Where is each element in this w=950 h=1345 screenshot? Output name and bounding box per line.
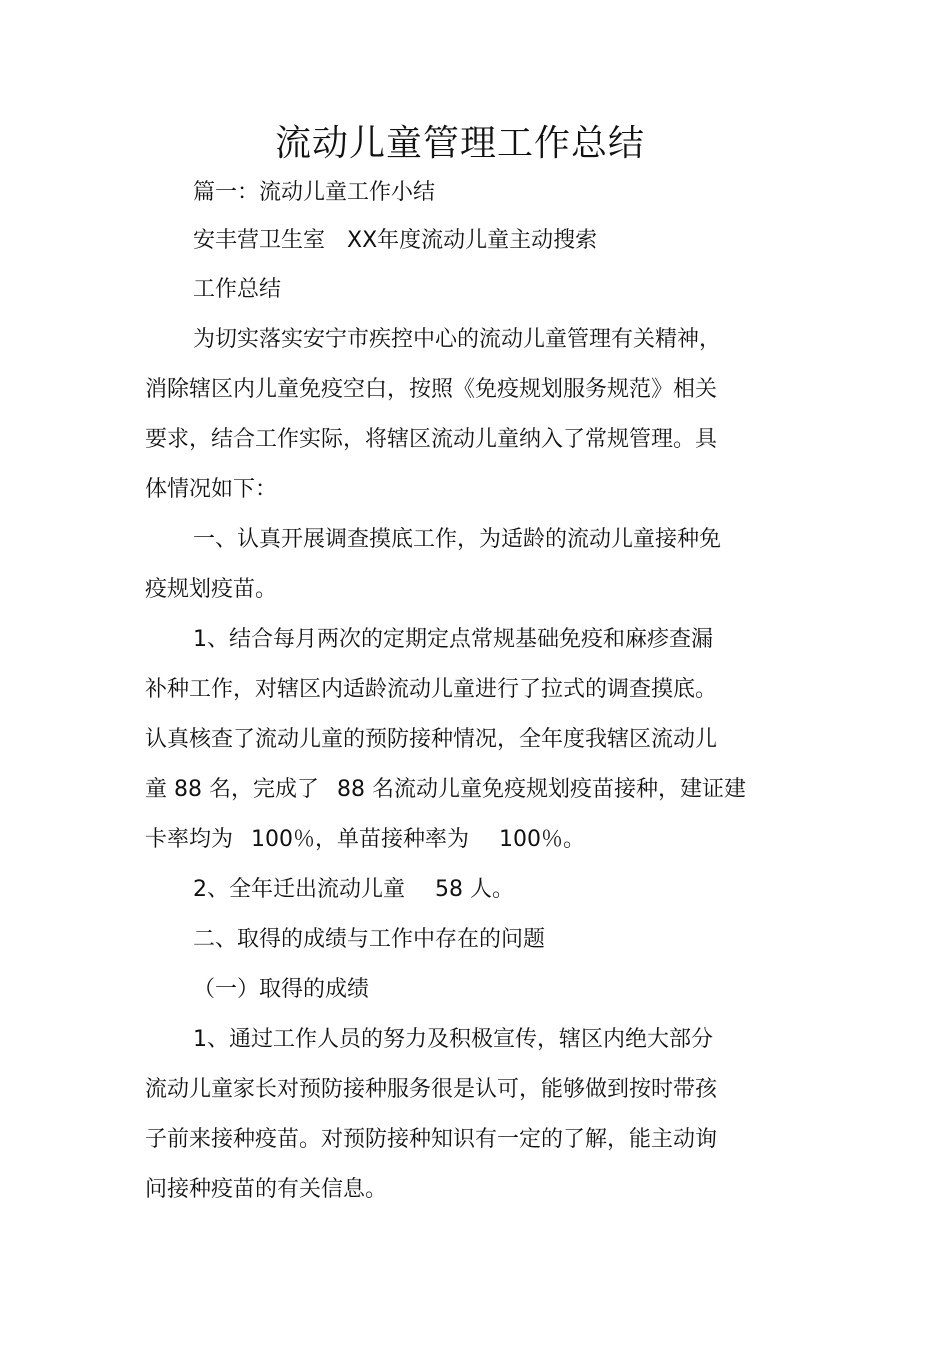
text-run: 58 人。	[435, 877, 514, 902]
paragraph-line	[145, 824, 585, 856]
paragraph-line: 1、通过工作人员的努力及积极宣传，辖区内绝大部分	[193, 1027, 713, 1052]
text-run: 童 88 名，完成了	[145, 777, 319, 802]
paragraph-line: 消除辖区内儿童免疫空白，按照《免疫规划服务规范》相关	[145, 377, 718, 402]
paragraph-line: 问接种疫苗的有关信息。	[145, 1177, 388, 1202]
text-run: 卡率均为	[145, 827, 234, 852]
subsection-heading: （一）取得的成绩	[193, 977, 370, 1002]
paragraph-line: 补种工作，对辖区内适龄流动儿童进行了拉式的调查摸底。	[145, 677, 718, 702]
paragraph-line: 为切实落实安宁市疾控中心的流动儿童管理有关精神，	[193, 327, 722, 352]
paragraph-line: 体情况如下：	[145, 477, 278, 502]
text-run: 2、全年迁出流动儿童	[193, 877, 405, 902]
paragraph-line	[145, 774, 746, 806]
unit-name: 安丰营卫生室	[193, 228, 326, 253]
text-run: 100％，单苗接种率为	[251, 827, 470, 852]
report-label: 工作总结	[193, 277, 282, 302]
section-heading: 二、取得的成绩与工作中存在的问题	[193, 927, 546, 952]
paragraph-line: 子前来接种疫苗。对预防接种知识有一定的了解，能主动询	[145, 1127, 718, 1152]
paragraph-line: 流动儿童家长对预防接种服务很是认可，能够做到按时带孩	[145, 1077, 718, 1102]
text-run: 88 名流动儿童免疫规划疫苗接种，建证建	[336, 777, 746, 802]
paragraph-line: 疫规划疫苗。	[145, 577, 278, 602]
paragraph-line	[193, 874, 514, 906]
paragraph-line: 要求，结合工作实际，将辖区流动儿童纳入了常规管理。具	[145, 427, 718, 452]
section-heading: 一、认真开展调查摸底工作，为适龄的流动儿童接种免	[193, 527, 722, 552]
paragraph-line: 认真核查了流动儿童的预防接种情况，全年度我辖区流动儿	[145, 727, 718, 752]
paragraph-line: 1、结合每月两次的定期定点常规基础免疫和麻疹查漏	[193, 627, 713, 652]
subtitle: 篇一：流动儿童工作小结	[193, 180, 436, 205]
text-run: 100％。	[499, 827, 586, 852]
report-year-topic: XX年度流动儿童主动搜索	[347, 228, 598, 253]
unit-line	[193, 225, 597, 257]
document-title: 流动儿童管理工作总结	[274, 123, 645, 164]
